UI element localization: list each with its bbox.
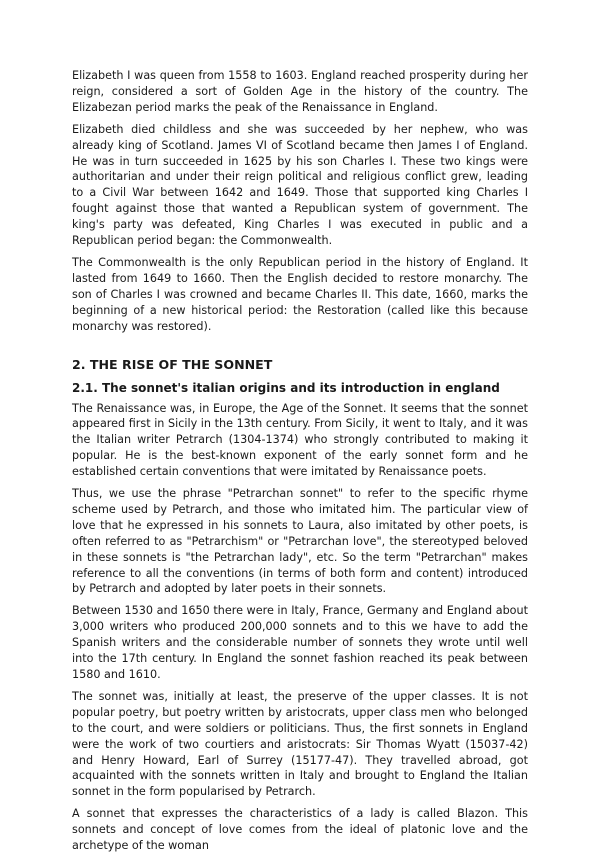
paragraph-renaissance-sonnet: The Renaissance was, in Europe, the Age of the Sonnet. It seems that the sonnet appeared first in Sicily in the 13th century. From Sicily, it went to Italy, and it was the Italian writer Petrarch (1304-1374) who strongly contributed to making it popular. He is the best-known exponent of the early sonnet form and he established certain conventions that were imitated by Renaissance poets.: [72, 401, 528, 479]
paragraph-petrarchan: Thus, we use the phrase "Petrarchan sonnet" to refer to the specific rhyme scheme used by Petrarch, and those who imitated him. The particular view of love that he expressed in his sonnets to Laura, also imitated by other poets, is often referred to as "Petrarchism" or "Petrarchan love", the stereotyped beloved in these sonnets is "the Petrarchan lady", etc. So the term "Petrarchan" makes reference to all the conventions (in terms of both form and content) introduced by Petrarch and adopted by later poets in their sonnets.: [72, 487, 528, 596]
paragraph-succession: Elizabeth died childless and she was succeeded by her nephew, who was already king of Scotland. James VI of Scotland became then James I of England. He was in turn succeeded in 1625 by his son Charles I. These two kings were authoritarian and under their reign political and religious conflict grew, leading to a Civil War between 1642 and 1649. Those that supported king Charles I fought against those that wanted a Republican system of government. The king's party was defeated, King Charles I was executed in public and a Republican period began: the Commonwealth.: [72, 122, 528, 248]
paragraph-blazon: A sonnet that expresses the characteristics of a lady is called Blazon. This sonnets and concept of love comes from the ideal of platonic love and the archetype of the woman: [72, 807, 528, 853]
section-heading: 2. THE RISE OF THE SONNET: [72, 356, 273, 372]
paragraph-sonnet-count: Between 1530 and 1650 there were in Italy, France, Germany and England about 3,000 writers who produced 200,000 sonnets and to this we have to add the Spanish writers and the considerable number of sonnets they wrote until well into the 17th century. In England the sonnet fashion reached its peak between 1580 and 1610.: [72, 604, 528, 681]
subsection-heading: 2.1. The sonnet's italian origins and its introduction in england: [72, 380, 500, 395]
paragraph-elizabeth: Elizabeth I was queen from 1558 to 1603. England reached prosperity during her reign, considered a sort of Golden Age in the history of the country. The Elizabezan period marks the peak of the Renaissance in England.: [72, 69, 528, 114]
paragraph-upper-classes: The sonnet was, initially at least, the preserve of the upper classes. It is not popular poetry, but poetry written by aristocrats, upper class men who belonged to the court, and were soldiers or politicians. Thus, the first sonnets in England were the work of two courtiers and aristocrats: Sir Thomas Wyatt (15037-42) and Henry Howard, Earl of Surrey (15177-47). They travelled abroad, got acquainted with the sonnets written in Italy and brought to England the Italian sonnet in the form popularised by Petrarch.: [72, 689, 528, 799]
paragraph-commonwealth: The Commonwealth is the only Republican period in the history of England. It lasted from 1649 to 1660. Then the English decided to restore monarchy. The son of Charles I was crowned and became Charles II. This date, 1660, marks the beginning of a new historical period: the Restoration (called like this because monarchy was restored).: [72, 255, 528, 333]
